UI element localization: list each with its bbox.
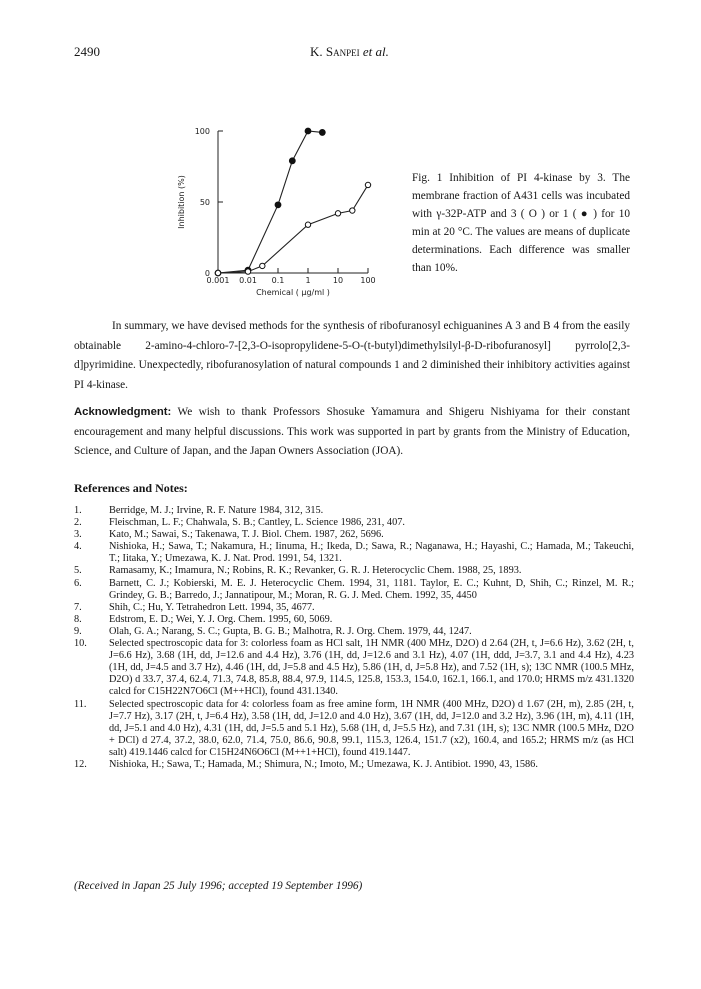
summary-paragraph <box>74 317 630 395</box>
x-tick-label: 10 <box>332 276 344 285</box>
open-data-point <box>245 269 250 274</box>
inhibition-chart <box>168 118 393 308</box>
reference-item <box>74 541 634 565</box>
x-tick-label: 100 <box>360 276 376 285</box>
reference-number: 9. <box>74 625 82 637</box>
series-line-compound-3 <box>218 185 368 273</box>
reference-item <box>74 565 634 577</box>
filled-data-point <box>319 130 325 136</box>
chart-ticks <box>195 127 376 285</box>
reference-text: Shih, C.; Hu, Y. Tetrahedron Lett. 1994, 35, 4677. <box>109 601 315 613</box>
filled-data-point <box>275 202 281 208</box>
received-date: (Received in Japan 25 July 1996; accepted 19 September 1996) <box>74 880 363 892</box>
author-prefix: K. <box>310 44 326 59</box>
references-heading: References and Notes: <box>74 481 188 495</box>
references-list <box>74 505 634 771</box>
series-line-compound-1 <box>218 131 322 273</box>
reference-number: 8. <box>74 613 82 625</box>
open-data-point <box>335 211 340 216</box>
reference-number: 10. <box>74 638 87 650</box>
running-header-authors <box>310 44 389 60</box>
reference-number: 4. <box>74 541 82 553</box>
x-tick-label: 0.001 <box>206 276 230 285</box>
open-data-point <box>350 208 355 213</box>
reference-item <box>74 505 634 517</box>
reference-text: Selected spectroscopic data for 4: colorless foam as free amine form, 1H NMR (400 MHz, D2O) d 1.67 (2H, m), 2.85 (2H, t, J=7.7 Hz), 3.17 (2H, t, J=6.4 Hz), 3.58 (1H, dd, J=12.0 and 4.0 Hz), 3.67 (1H, dd, J=12.0 and 3.2 Hz), 3.96 (1H, m), 4.11 (1H, dd, J=5.1 and 4.0 Hz), 4.31 (1H, dd, J=5.5 and 5.1 Hz), 5.68 (1H, d, J=5.5 Hz), and 7.31 (1H, s); 13C NMR (100.5 MHz, D2O + DCl) d 27.4, 37.2, 38.0, 62.0, 71.4, 75.0, 86.6, 90.8, 99.1, 115.3, 126.4, 151.7 (x2), 160.4, and 165.2; HRMS m/z (as HCl salt) 419.1446 calcd for C15H24N6O6Cl (M++1+HCl), found 419.1447. <box>109 698 634 758</box>
reference-number: 1. <box>74 505 82 516</box>
reference-number: 5. <box>74 565 82 577</box>
filled-data-point <box>289 158 295 164</box>
reference-item <box>74 759 634 771</box>
reference-item <box>74 699 634 759</box>
reference-text: Barnett, C. J.; Kobierski, M. E. J. Heterocyclic Chem. 1994, 31, 1181. Taylor, E. C.; Kuhnt, D, Shih, C.; Rinzel, M. R.; Grindey, G. B.; Barredo, J.; Jannatipour, M.; Moran, R. G. J. Med. Chem. 1992, 35, 4450 <box>109 577 634 601</box>
reference-text: Nishioka, H.; Sawa, T.; Hamada, M.; Shimura, N.; Imoto, M.; Umezawa, K. J. Antibiot. 1990, 43, 1586. <box>109 758 538 770</box>
page-number: 2490 <box>74 44 100 59</box>
caption-text: Fig. 1 Inhibition of PI 4-kinase by 3. The membrane fraction of A431 cells was incubated with γ-32P-ATP and 3 ( O ) or 1 ( ● ) for 10 min at 20 °C. The values are means of duplicate determinations. Each difference was smaller than 10%. <box>412 172 630 274</box>
reference-item <box>74 638 634 698</box>
reference-text: Fleischman, L. F.; Chahwala, S. B.; Cantley, L. Science 1986, 231, 407. <box>109 517 405 529</box>
reference-number: 6. <box>74 577 82 589</box>
chart-series <box>215 128 371 276</box>
reference-text: Nishioka, H.; Sawa, T.; Nakamura, H.; Iinuma, H.; Ikeda, D.; Sawa, R.; Naganawa, H.; Hayashi, C.; Hamada, M.; Takeuchi, T.; Iitaka, Y.; Umezawa, K. J. Nat. Prod. 1991, 54, 1321. <box>109 541 634 565</box>
reference-text: Berridge, M. J.; Irvine, R. F. Nature 1984, 312, 315. <box>109 505 324 516</box>
reference-item <box>74 614 634 626</box>
y-tick-label: 50 <box>199 198 210 207</box>
x-tick-label: 0.01 <box>239 276 257 285</box>
summary-text: In summary, we have devised methods for the synthesis of ribofuranosyl echiguanines A 3 and B 4 from the easily obtainable 2-amino-4-chloro-7-[2,3-O-isopropylidene-5-O-(t-butyl)dimethylsilyl-β-D-ribofuranosyl] pyrrolo[2,3-d]pyrimidine. Unexpectedly, ribofuranosylation of natural compounds 1 and 2 diminished their inhibitory activities against PI 4-kinase. <box>74 320 630 391</box>
x-tick-label: 1 <box>305 276 311 285</box>
open-data-point <box>215 270 220 275</box>
reference-item <box>74 578 634 602</box>
chart-axes <box>218 131 368 273</box>
reference-item <box>74 529 634 541</box>
reference-item <box>74 602 634 614</box>
acknowledgment-text: We wish to thank Professors Shosuke Yamamura and Shigeru Nishiyama for their constant encouragement and many helpful discussions. This work was supported in part by grants from the Ministry of Education, Science, and Culture of Japan, and the Japan Owners Association (JOA). <box>74 406 630 458</box>
reference-number: 7. <box>74 601 82 613</box>
reference-text: Olah, G. A.; Narang, S. C.; Gupta, B. G. B.; Malhotra, R. J. Org. Chem. 1979, 44, 1247. <box>109 625 472 637</box>
acknowledgment-section <box>74 403 630 462</box>
reference-number: 2. <box>74 517 82 529</box>
y-axis-label: Inhibition (%) <box>177 175 186 229</box>
x-axis-label: Chemical ( μg/ml ) <box>256 288 330 297</box>
filled-data-point <box>305 128 311 134</box>
x-tick-label: 0.1 <box>271 276 285 285</box>
reference-number: 12. <box>74 758 87 770</box>
y-tick-label: 100 <box>194 127 210 136</box>
open-data-point <box>365 182 370 187</box>
figure-caption <box>412 169 630 277</box>
reference-number: 3. <box>74 529 82 541</box>
reference-text: Kato, M.; Sawai, S.; Takenawa, T. J. Biol. Chem. 1987, 262, 5696. <box>109 529 384 541</box>
reference-text: Selected spectroscopic data for 3: colorless foam as HCl salt, 1H NMR (400 MHz, D2O) d 2.64 (2H, t, J=6.6 Hz), 3.62 (2H, t, J=6.6 Hz), 3.68 (1H, dd, J=12.6 and 4.4 Hz), 3.76 (1H, dd, J=12.6 and 3.1 Hz), 4.07 (1H, ddd, J=3.7, 3.1 and 4.4 Hz), 4.23 (1H, dd, J=4.5 and 3.7 Hz), 4.46 (1H, dd, J=5.8 and 4.5 Hz), 5.86 (1H, d, J=5.8 Hz), and 7.52 (1H, s); 13C NMR (100.5 MHz, D2O) d 33.7, 37.4, 62.4, 71.3, 74.8, 85.8, 88.4, 97.9, 114.5, 125.8, 153.3, 154.0, 162.1, 166.1, and 170.0; HRMS m/z 431.1320 calcd for C15H22N7O6Cl (M++HCl), found 431.1340. <box>109 638 634 698</box>
reference-number: 11. <box>74 698 87 710</box>
reference-item <box>74 626 634 638</box>
author-suffix: et al. <box>359 44 389 59</box>
reference-item <box>74 517 634 529</box>
author-name: Sanpei <box>325 44 360 59</box>
open-data-point <box>305 222 310 227</box>
reference-text: Edstrom, E. D.; Wei, Y. J. Org. Chem. 1995, 60, 5069. <box>109 613 333 625</box>
reference-text: Ramasamy, K.; Imamura, N.; Robins, R. K.; Revanker, G. R. J. Heterocyclic Chem. 1988, 25, 1893. <box>109 565 522 577</box>
open-data-point <box>260 263 265 268</box>
acknowledgment-heading: Acknowledgment: <box>74 406 172 418</box>
y-tick-label: 0 <box>204 269 210 278</box>
